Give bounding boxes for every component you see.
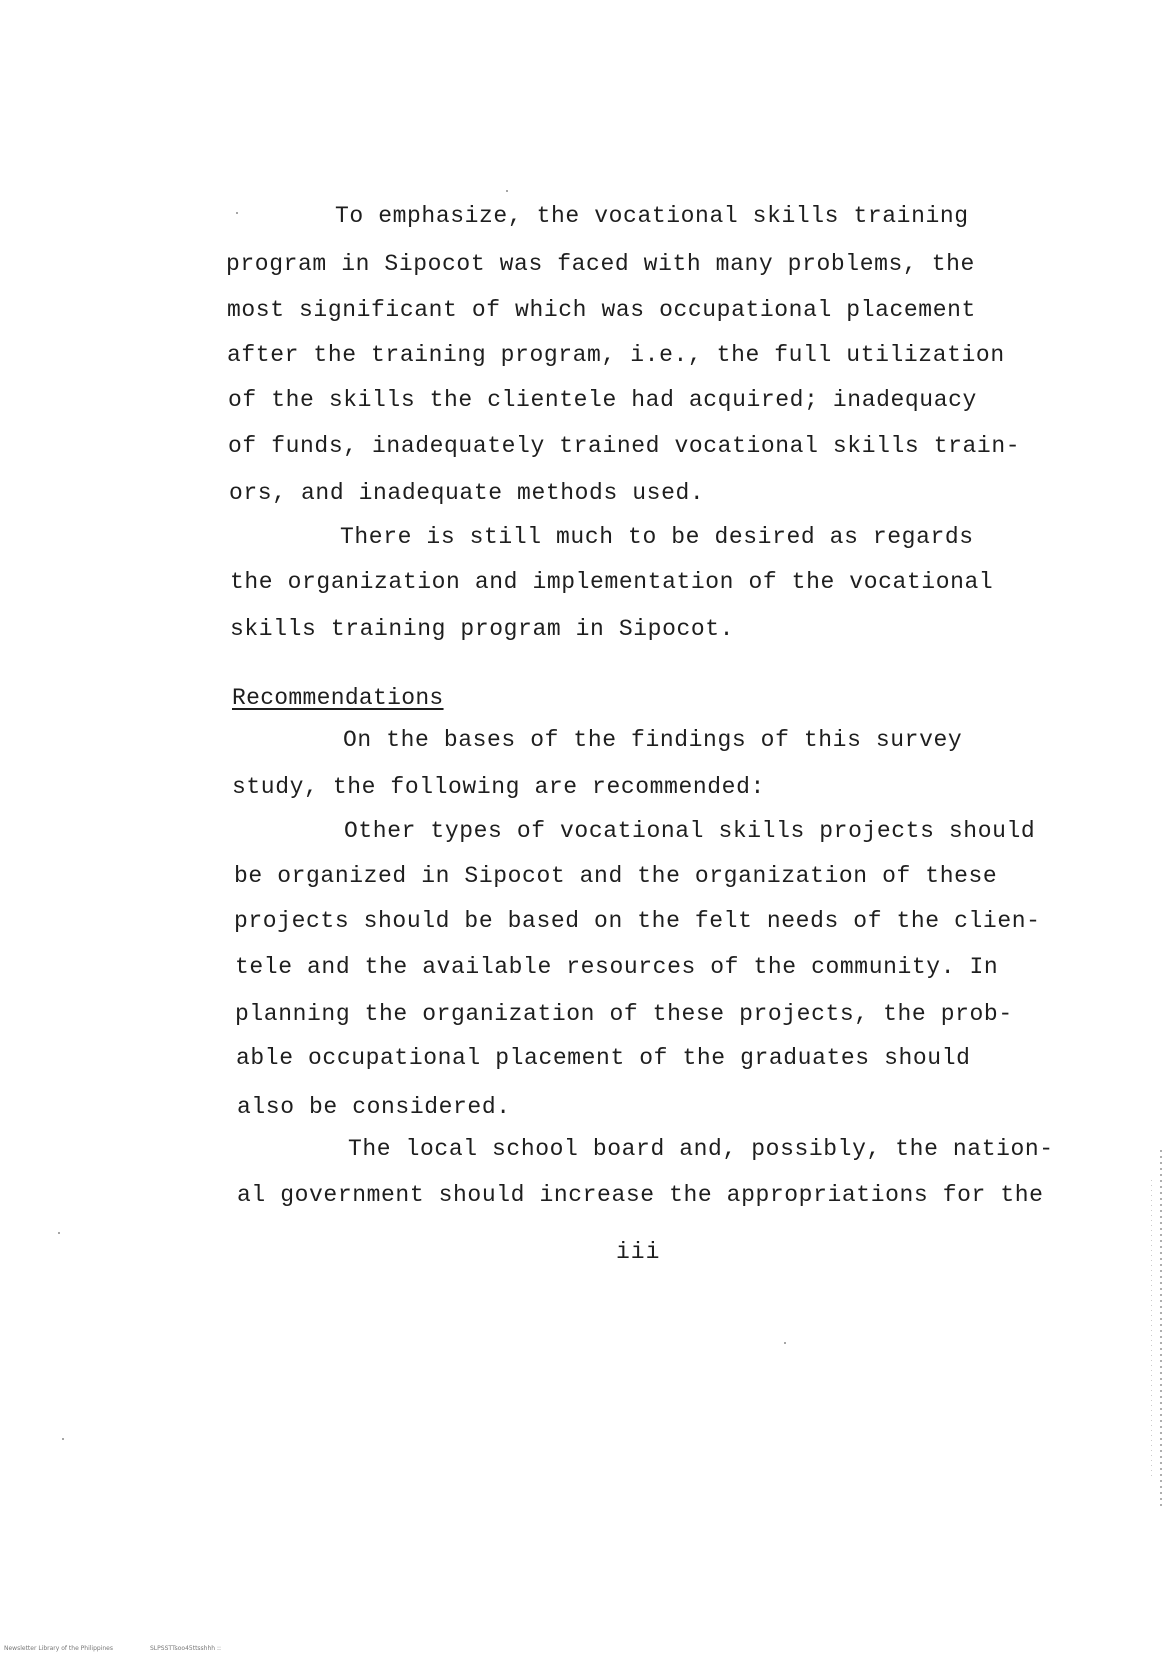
paragraph-4-line-7: also be considered. (237, 1094, 511, 1120)
paragraph-4-line-1: Other types of vocational skills projects should (344, 818, 1036, 844)
paragraph-1-line-4: after the training program, i.e., the full utilization (227, 342, 1005, 368)
scan-speck (506, 190, 508, 192)
footer-library-text: Newsletter Library of the Philippines (4, 1645, 113, 1652)
scan-speck (62, 1438, 64, 1440)
scan-speck (784, 1342, 786, 1344)
paragraph-2-line-1: There is still much to be desired as regards (340, 524, 974, 550)
paragraph-1-line-5: of the skills the clientele had acquired; inadequacy (228, 387, 977, 413)
paragraph-4-line-5: planning the organization of these projects, the prob- (235, 1001, 1013, 1027)
paragraph-4-line-4: tele and the available resources of the community. In (235, 954, 999, 980)
paragraph-1-line-2: program in Sipocot was faced with many problems, the (226, 251, 975, 277)
scan-edge-noise (1160, 1150, 1162, 1510)
scan-speck (58, 1232, 60, 1234)
paragraph-1-line-1: To emphasize, the vocational skills training (335, 203, 969, 229)
page-number: iii (616, 1239, 661, 1265)
paragraph-4-line-2: be organized in Sipocot and the organization of these (234, 863, 998, 889)
scan-speck (236, 212, 238, 214)
paragraph-3-line-2: study, the following are recommended: (232, 774, 765, 800)
paragraph-1-line-3: most significant of which was occupational placement (227, 297, 976, 323)
paragraph-1-line-7: ors, and inadequate methods used. (229, 480, 705, 506)
paragraph-4-line-3: projects should be based on the felt needs of the clien- (234, 908, 1041, 934)
scan-edge-noise (1151, 1180, 1152, 1480)
footer-code-text: SLPSSTTsoo45ttsshhh :: (150, 1645, 222, 1652)
paragraph-2-line-2: the organization and implementation of the vocational (230, 569, 994, 595)
paragraph-2-line-3: skills training program in Sipocot. (230, 616, 735, 642)
paragraph-1-line-6: of funds, inadequately trained vocational skills train- (228, 433, 1021, 459)
paragraph-5-line-1: The local school board and, possibly, the nation- (348, 1136, 1054, 1162)
paragraph-4-line-6: able occupational placement of the graduates should (236, 1045, 971, 1071)
paragraph-5-line-2: al government should increase the appropriations for the (237, 1182, 1044, 1208)
paragraph-3-line-1: On the bases of the findings of this survey (343, 727, 963, 753)
recommendations-heading: Recommendations (232, 685, 444, 711)
